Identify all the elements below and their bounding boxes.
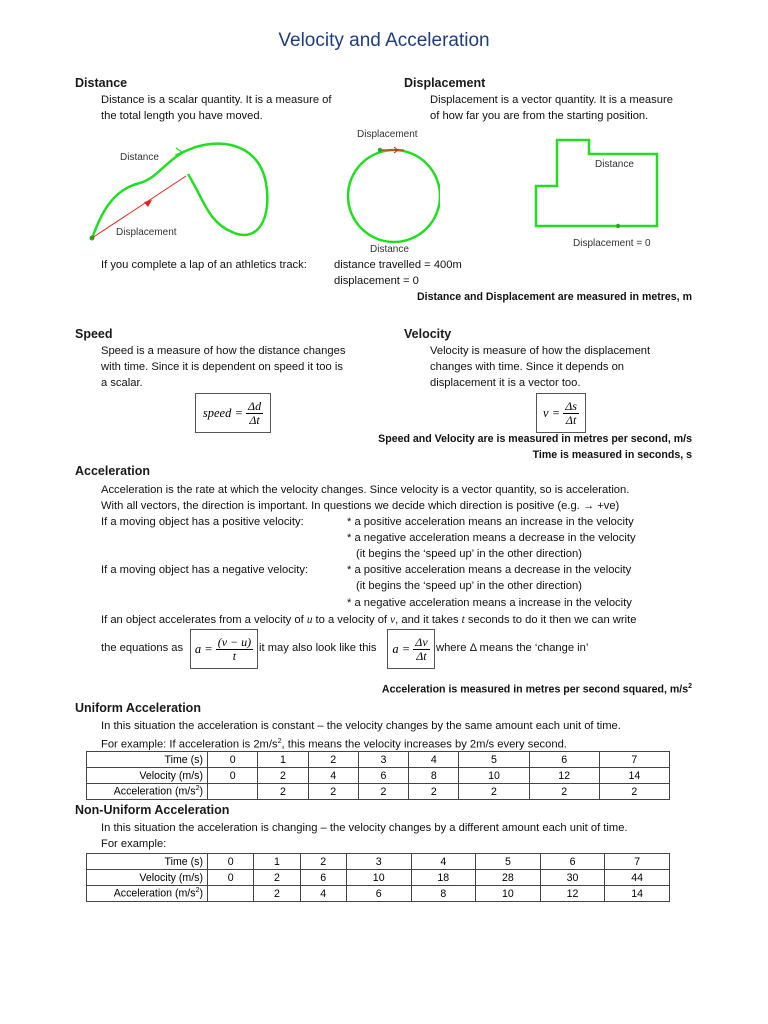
- positive-velocity-case-3: (it begins the ‘speed up’ in the other direction): [356, 548, 582, 560]
- distance-text-2: the total length you have moved.: [101, 110, 263, 122]
- positive-velocity-case-1: * a positive acceleration means an increase in the velocity: [347, 516, 634, 528]
- uniform-line-1: In this situation the acceleration is constant – the velocity changes by the same amount each unit of time.: [101, 720, 621, 732]
- square-displacement-label: Displacement = 0: [573, 238, 651, 249]
- table-cell: 3: [346, 854, 411, 870]
- acceleration-equation-1: [190, 629, 258, 669]
- equation-intro-c: , and it takes: [395, 614, 459, 626]
- table-cell: 2: [258, 784, 308, 800]
- table-cell: 18: [411, 870, 476, 886]
- row-header-acceleration: [87, 886, 208, 902]
- uniform-line-2-a: For example: If acceleration is 2m/s: [101, 738, 278, 751]
- table-cell: 44: [605, 870, 670, 886]
- accel-header-close: ): [199, 785, 203, 798]
- symbol-t: t: [461, 614, 465, 626]
- negative-velocity-case-3: * a negative acceleration means a increase in the velocity: [347, 597, 632, 609]
- table-cell: 3: [358, 752, 408, 768]
- row-header-velocity: Velocity (m/s): [87, 870, 208, 886]
- table-cell: 1: [258, 752, 308, 768]
- velocity-text-3: displacement it is a vector too.: [430, 377, 581, 389]
- uniform-heading: Uniform Acceleration: [75, 701, 201, 715]
- uniform-line-2-b: , this means the velocity increases by 2m/s every second.: [281, 738, 567, 751]
- circle-lap-diagram: [340, 124, 440, 259]
- positive-velocity-label: If a moving object has a positive velocity:: [101, 516, 304, 528]
- table-cell: 2: [599, 784, 669, 800]
- table-cell: 6: [540, 854, 605, 870]
- square-track: [536, 140, 657, 226]
- table-cell: 12: [529, 768, 599, 784]
- speed-equation: [195, 393, 271, 433]
- athletics-distance: distance travelled = 400m: [334, 259, 462, 271]
- table-cell: 6: [358, 768, 408, 784]
- table-cell: [208, 784, 258, 800]
- table-cell: 2: [358, 784, 408, 800]
- nonuniform-line-2: For example:: [101, 838, 167, 850]
- symbol-u: u: [306, 614, 313, 626]
- acc-eq2-lhs: a =: [392, 641, 411, 656]
- accel-header-text: Acceleration (m/s: [113, 785, 196, 798]
- accel-header-sup: 2: [195, 785, 200, 793]
- speed-eq-lhs: speed =: [202, 405, 243, 420]
- table-cell: 7: [599, 752, 669, 768]
- acc-eq1-fraction: [216, 636, 253, 663]
- equation-intro-a: If an object accelerates from a velocity of: [101, 614, 304, 626]
- equation-text-3: where Δ means the ‘change in’: [436, 642, 589, 654]
- accel-header-sup: 2: [195, 887, 200, 895]
- acceleration-equation-2: [387, 629, 435, 669]
- velocity-equation: [536, 393, 586, 433]
- table-cell: 10: [459, 768, 529, 784]
- negative-velocity-label: If a moving object has a negative velocity:: [101, 564, 309, 576]
- velocity-eq-fraction: [563, 400, 579, 427]
- speed-eq-denominator: Δt: [249, 412, 260, 427]
- equation-intro-b: to a velocity of: [315, 614, 388, 626]
- table-cell: 14: [599, 768, 669, 784]
- symbol-v: v: [390, 614, 396, 626]
- table-cell: 4: [300, 886, 346, 902]
- table-cell: 2: [254, 886, 300, 902]
- table-cell: 5: [476, 854, 541, 870]
- table-row: [87, 870, 670, 886]
- acceleration-units-sup: 2: [688, 683, 692, 690]
- table-cell: 4: [308, 768, 358, 784]
- speed-eq-fraction: [246, 400, 263, 427]
- speed-text-1: Speed is a measure of how the distance changes: [101, 345, 346, 357]
- displacement-heading: Displacement: [404, 76, 486, 90]
- equation-intro-d: seconds to do it then we can write: [467, 614, 637, 626]
- table-cell: 2: [254, 870, 300, 886]
- positive-velocity-case-2: * a negative acceleration means a decrease in the velocity: [347, 532, 636, 544]
- row-header-time: Time (s): [87, 752, 208, 768]
- table-cell: 6: [346, 886, 411, 902]
- table-cell: [208, 886, 254, 902]
- table-cell: 0: [208, 768, 258, 784]
- nonuniform-table: [86, 853, 670, 902]
- speed-heading: Speed: [75, 327, 113, 341]
- velocity-text-1: Velocity is measure of how the displacement: [430, 345, 651, 357]
- athletics-displacement: displacement = 0: [334, 275, 419, 287]
- table-cell: 2: [300, 854, 346, 870]
- table-row: [87, 784, 670, 800]
- table-cell: 14: [605, 886, 670, 902]
- table-cell: 8: [411, 886, 476, 902]
- table-cell: 0: [208, 752, 258, 768]
- speed-eq-numerator: Δd: [248, 398, 262, 413]
- accel-header-text: Acceleration (m/s: [113, 887, 196, 900]
- table-cell: 2: [459, 784, 529, 800]
- table-cell: 28: [476, 870, 541, 886]
- negative-velocity-case-1: * a positive acceleration means a decrease in the velocity: [347, 564, 632, 576]
- table-cell: 12: [540, 886, 605, 902]
- uniform-line-2-sup: 2: [277, 738, 282, 745]
- acc-eq2-denominator: Δt: [416, 648, 427, 663]
- displacement-text-2: of how far you are from the starting position.: [430, 110, 649, 122]
- table-row: [87, 854, 670, 870]
- table-cell: 10: [346, 870, 411, 886]
- velocity-eq-denominator: Δt: [565, 412, 577, 427]
- acceleration-heading: Acceleration: [75, 464, 151, 478]
- speed-units-note: Speed and Velocity are is measured in metres per second, m/s: [378, 433, 692, 445]
- velocity-eq-lhs: v =: [543, 405, 561, 420]
- row-header-time: Time (s): [87, 854, 208, 870]
- table-cell: 7: [605, 854, 670, 870]
- square-distance-label: Distance: [595, 159, 634, 170]
- table-cell: 4: [411, 854, 476, 870]
- equation-text-2: it may also look like this: [259, 642, 377, 654]
- distance-units-note: Distance and Displacement are measured in metres, m: [417, 291, 692, 303]
- page-title: Velocity and Acceleration: [278, 30, 490, 51]
- distance-text-1: Distance is a scalar quantity. It is a measure of: [101, 94, 332, 106]
- distance-heading: Distance: [75, 76, 128, 90]
- table-cell: 0: [208, 870, 254, 886]
- athletics-intro: If you complete a lap of an athletics track:: [101, 259, 307, 271]
- table-row: [87, 752, 670, 768]
- accel-header-close: ): [199, 887, 203, 900]
- table-cell: 2: [258, 768, 308, 784]
- circle-start-point: [378, 148, 382, 152]
- table-cell: 2: [308, 752, 358, 768]
- table-cell: 1: [254, 854, 300, 870]
- distance-path-line: [92, 144, 267, 238]
- circle-displacement-label: Displacement: [357, 129, 418, 140]
- velocity-heading: Velocity: [404, 327, 452, 341]
- table-cell: 8: [409, 768, 459, 784]
- time-units-note: Time is measured in seconds, s: [532, 449, 692, 461]
- acceleration-units-text: Acceleration is measured in metres per second squared, m/s: [381, 683, 689, 696]
- equation-intro: [101, 612, 636, 628]
- row-header-velocity: Velocity (m/s): [87, 768, 208, 784]
- displacement-text-1: Displacement is a vector quantity. It is a measure: [430, 94, 673, 106]
- speed-text-3: a scalar.: [101, 377, 143, 389]
- table-cell: 30: [540, 870, 605, 886]
- nonuniform-line-1: In this situation the acceleration is changing – the velocity changes by a different amount each unit of time.: [101, 822, 628, 834]
- square-path-diagram: [525, 130, 675, 255]
- table-cell: 2: [529, 784, 599, 800]
- negative-velocity-case-2: (it begins the ‘speed up’ in the other direction): [356, 580, 582, 592]
- circle-track: [348, 150, 440, 242]
- speed-text-2: with time. Since it is dependent on speed it too is: [101, 361, 343, 373]
- table-cell: 2: [409, 784, 459, 800]
- table-row: [87, 886, 670, 902]
- acc-eq1-lhs: a =: [194, 641, 213, 656]
- distance-path-label: Distance: [120, 152, 159, 163]
- table-cell: 2: [308, 784, 358, 800]
- table-row: [87, 768, 670, 784]
- uniform-table: [86, 751, 670, 800]
- circle-distance-label: Distance: [370, 244, 409, 255]
- table-cell: 6: [529, 752, 599, 768]
- acceleration-units-note: [382, 683, 692, 696]
- table-cell: 10: [476, 886, 541, 902]
- displacement-path-label: Displacement: [116, 227, 177, 238]
- acceleration-line-1: Acceleration is the rate at which the velocity changes. Since velocity is a vector quantity, so is acceleration.: [101, 484, 630, 496]
- table-cell: 6: [300, 870, 346, 886]
- distance-path-diagram: [80, 128, 280, 248]
- table-cell: 0: [208, 854, 254, 870]
- table-cell: 4: [409, 752, 459, 768]
- row-header-acceleration: [87, 784, 208, 800]
- acceleration-line-2: With all vectors, the direction is important. In questions we decide which direction is positive (e.g. → +ve): [101, 500, 620, 512]
- velocity-eq-numerator: Δs: [565, 398, 577, 413]
- square-start-point: [616, 224, 620, 228]
- velocity-text-2: changes with time. Since it depends on: [430, 361, 625, 373]
- acc-eq1-denominator: t: [232, 648, 237, 663]
- table-cell: 5: [459, 752, 529, 768]
- equation-text-1: the equations as: [101, 642, 184, 654]
- acc-eq2-fraction: [413, 636, 429, 663]
- nonuniform-heading: Non-Uniform Acceleration: [75, 803, 230, 817]
- acc-eq2-numerator: Δv: [415, 634, 428, 649]
- acc-eq1-numerator: (v − u): [217, 634, 252, 649]
